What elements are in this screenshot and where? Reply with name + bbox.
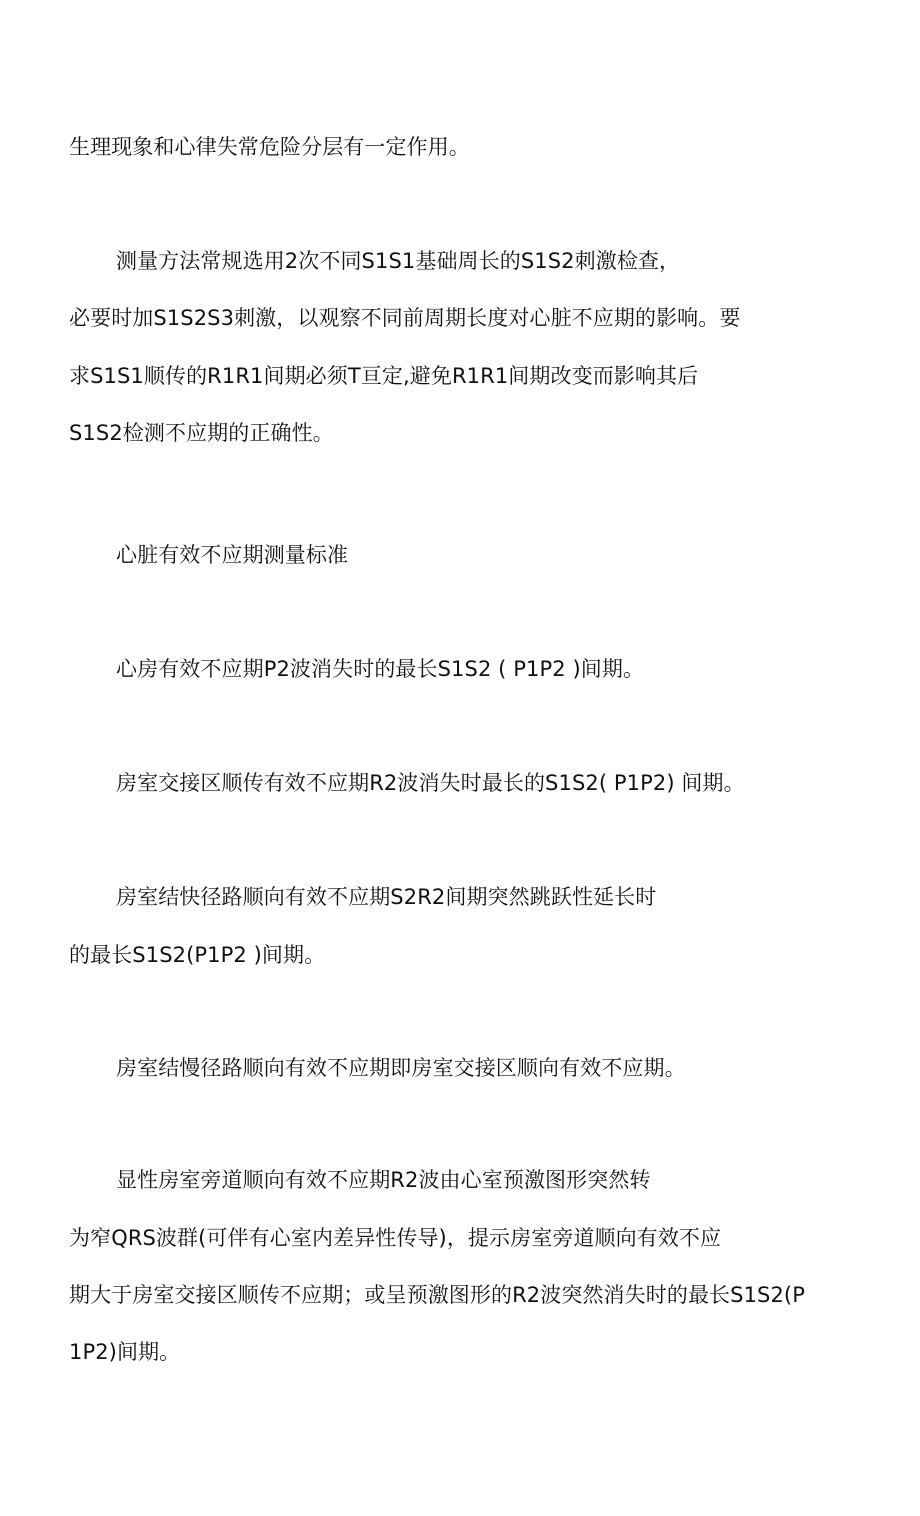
paragraph-method-line-4: S1S2检测不应期的正确性。: [69, 421, 334, 445]
paragraph-fast-path-line-1: 房室结快径路顺向有效不应期S2R2间期突然跳跃性延长时: [116, 885, 657, 909]
paragraph-intro-tail-line-1: 生理现象和心律失常危险分层有一定作用。: [69, 135, 470, 159]
paragraph-av-junction-line-1: 房室交接区顺传有效不应期R2波消失时最长的S1S2( P1P2) 间期。: [116, 771, 745, 795]
paragraph-atrial-line-1: 心房有效不应期P2波消失时的最长S1S2 ( P1P2 )间期。: [116, 657, 645, 681]
paragraph-method-line-3: 求S1S1顺传的R1R1间期必须T亘定,避免R1R1间期改变而影响其后: [69, 364, 699, 388]
paragraph-slow-path-line-1: 房室结慢径路顺向有效不应期即房室交接区顺向有效不应期。: [116, 1056, 686, 1080]
paragraph-fast-path-line-2: 的最长S1S2(P1P2 )间期。: [69, 943, 326, 967]
paragraph-accessory-line-4: 1P2)间期。: [69, 1340, 181, 1364]
section-heading: 心脏有效不应期测量标准: [116, 543, 349, 567]
paragraph-accessory-line-2: 为窄QRS波群(可伴有心室内差异性传导)，提示房室旁道顺向有效不应: [69, 1226, 722, 1250]
paragraph-method-line-1: 测量方法常规选用2次不同S1S1基础周长的S1S2刺激检查，: [116, 249, 681, 273]
paragraph-method-line-2: 必要时加S1S2S3刺激，以观察不同前周期长度对心脏不应期的影响。要: [69, 306, 741, 330]
paragraph-accessory-line-3: 期大于房室交接区顺传不应期；或呈预激图形的R2波突然消失时的最长S1S2(P: [69, 1283, 805, 1307]
paragraph-accessory-line-1: 显性房室旁道顺向有效不应期R2波由心室预激图形突然转: [116, 1168, 651, 1192]
